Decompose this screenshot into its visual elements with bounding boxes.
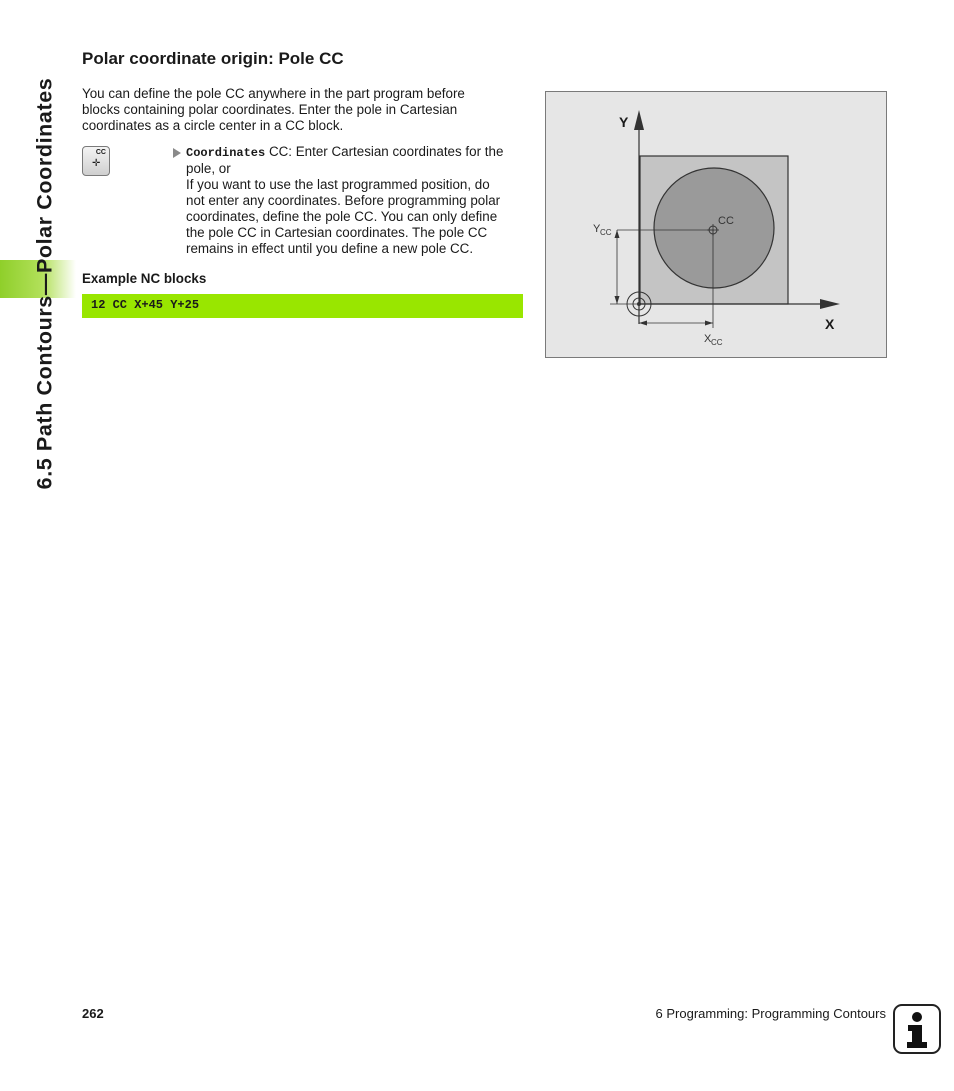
section-heading: Polar coordinate origin: Pole CC: [82, 49, 344, 68]
diagram-svg: [546, 92, 886, 357]
bullet-arrow-icon: [173, 148, 181, 158]
side-section-title: 6.5 Path Contours—Polar Coordinates: [32, 77, 57, 489]
intro-paragraph: You can define the pole CC anywhere in the part program before blocks containing polar coordinates. Enter the pole in Cartesian coordinates as a circle center in a CC block.: [82, 86, 465, 133]
xcc-arrow-left: [639, 321, 647, 326]
example-heading: Example NC blocks: [82, 271, 207, 286]
origin-dot: [637, 302, 641, 306]
info-glyph: [895, 1006, 939, 1052]
ycc-label: Y: [593, 223, 601, 235]
xcc-subscript: CC: [711, 338, 723, 347]
crosshair-icon: ✛: [92, 158, 101, 169]
cc-label: CC: [718, 215, 734, 227]
nc-code-block: [82, 294, 523, 318]
cc-key-label: CC: [95, 149, 106, 156]
instruction-keyword: Coordinates: [186, 146, 266, 160]
instruction-detail: pole, or If you want to use the last programmed position, do not enter any coordinates. Before programming polar coordinates, define the pole CC. You can only define the pole CC in Cartesian coordinates. The pole CC remains in effect until you define a new pole CC.: [186, 161, 501, 256]
y-axis-arrow: [634, 110, 644, 130]
pole-cc-diagram: [545, 91, 887, 358]
xcc-label: X: [704, 333, 712, 345]
nc-code-line: 12 CC X+45 Y+25: [91, 298, 200, 312]
x-axis-arrow: [820, 299, 840, 309]
chapter-footer: 6 Programming: Programming Contours: [655, 1006, 886, 1021]
instruction-lead: CC: Enter Cartesian coordinates for the: [265, 144, 504, 159]
xcc-arrow-right: [705, 321, 713, 326]
info-icon: [893, 1004, 941, 1054]
ycc-arrow-bottom: [615, 296, 620, 304]
page-number: 262: [82, 1006, 104, 1021]
ycc-subscript: CC: [600, 228, 612, 237]
ycc-arrow-top: [615, 230, 620, 238]
contour-circle: [654, 168, 774, 288]
x-axis-label: X: [825, 316, 835, 332]
instruction-text: [186, 144, 526, 257]
cc-key-icon: [82, 146, 110, 176]
y-axis-label: Y: [619, 114, 629, 130]
